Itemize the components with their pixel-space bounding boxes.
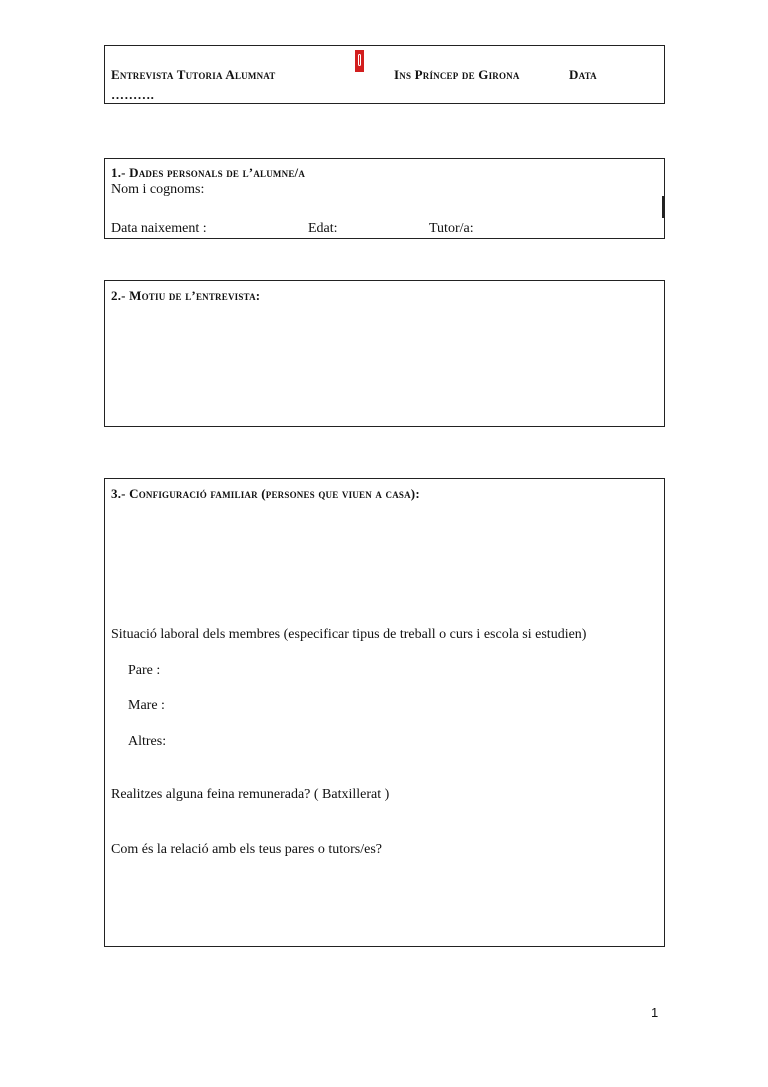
others-label: Altres: [128,734,167,749]
relationship-question: Com és la relació amb els teus pares o tutors/es? [111,842,382,857]
section1-edge-mark [662,196,664,218]
school-logo-icon [355,50,364,72]
section2-heading: 2.- Motiu de l’entrevista: [111,288,261,303]
work-situation-label: Situació laboral dels membres (especificar tipus de treball o curs i escola si estudien) [111,627,587,642]
form-title: Entrevista Tutoria Alumnat [111,67,276,82]
header-box [104,45,665,104]
section-family [104,478,665,947]
section-personal-data [104,158,665,239]
section-interview-reason [104,280,665,427]
date-placeholder: ………. [111,87,155,102]
father-label: Pare : [128,663,161,678]
mother-label: Mare : [128,698,165,713]
name-label: Nom i cognoms: [111,182,205,197]
date-label: Data [569,67,597,82]
paid-work-question: Realitzes alguna feina remunerada? ( Batxillerat ) [111,787,390,802]
section3-heading: 3.- Configuració familiar (persones que viuen a casa): [111,486,420,501]
section1-heading: 1.- Dades personals de l’alumne/a [111,165,306,180]
birthdate-label: Data naixement : [111,221,207,236]
tutor-label: Tutor/a: [429,221,474,236]
school-name: Ins Príncep de Girona [394,67,520,82]
page-number: 1 [651,1005,659,1020]
age-label: Edat: [308,221,338,236]
